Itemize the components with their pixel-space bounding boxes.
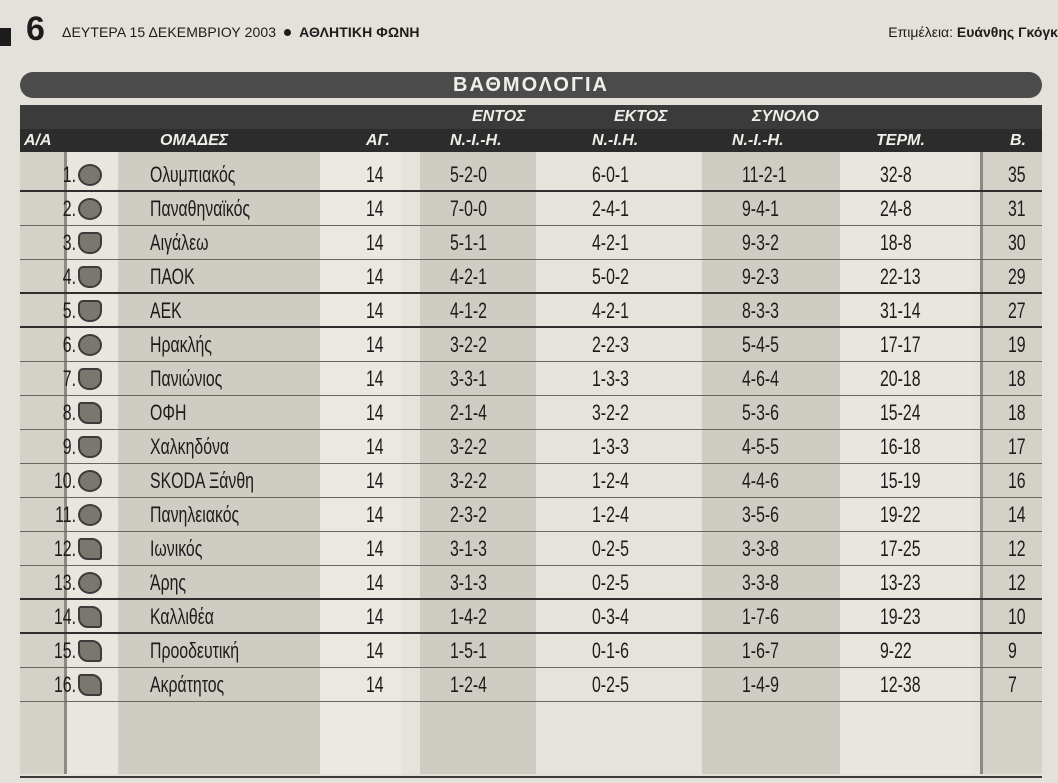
- chalkidona-crest-icon: [78, 436, 102, 458]
- home-record: 2-3-2: [450, 502, 487, 527]
- home-record: 5-2-0: [450, 162, 487, 187]
- team-name: ΟΦΗ: [150, 400, 187, 425]
- proodeftiki-crest-icon: [78, 640, 102, 662]
- rank-cell: 13.: [53, 570, 76, 595]
- goal-difference: 18-8: [880, 230, 912, 255]
- bottom-rule: [20, 776, 1042, 778]
- games-played: 14: [366, 366, 384, 391]
- total-record: 5-4-5: [742, 332, 779, 357]
- total-record: 9-2-3: [742, 264, 779, 289]
- games-played: 14: [366, 264, 384, 289]
- aigaleo-crest-icon: [78, 232, 102, 254]
- points: 7: [1008, 672, 1017, 697]
- rank-cell: 6.: [62, 332, 76, 357]
- kallithea-crest-icon: [78, 606, 102, 628]
- col-header-total: Ν.-Ι.-Η.: [732, 132, 784, 149]
- goal-difference: 9-22: [880, 638, 912, 663]
- games-played: 14: [366, 400, 384, 425]
- away-record: 2-2-3: [592, 332, 629, 357]
- publication-name: ΑΘΛΗΤΙΚΗ ΦΩΝΗ: [299, 24, 420, 40]
- points: 27: [1008, 298, 1026, 323]
- points: 17: [1008, 434, 1026, 459]
- away-record: 2-4-1: [592, 196, 629, 221]
- table-row: [20, 226, 1042, 260]
- home-record: 3-2-2: [450, 468, 487, 493]
- table-row: [20, 396, 1042, 430]
- page-number: 6: [26, 10, 45, 48]
- points: 18: [1008, 366, 1026, 391]
- games-played: 14: [366, 196, 384, 221]
- goal-difference: 12-38: [880, 672, 921, 697]
- goal-difference: 13-23: [880, 570, 921, 595]
- xanthi-crest-icon: [78, 470, 102, 492]
- table-title: ΒΑΘΜΟΛΟΓΙΑ: [20, 72, 1042, 98]
- table-row: [20, 328, 1042, 362]
- away-record: 4-2-1: [592, 230, 629, 255]
- points: 31: [1008, 196, 1026, 221]
- goal-difference: 19-22: [880, 502, 921, 527]
- games-played: 14: [366, 298, 384, 323]
- team-name: Χαλκηδόνα: [150, 434, 230, 459]
- rank-cell: 9.: [62, 434, 76, 459]
- team-name: ΑΕΚ: [150, 298, 182, 323]
- ofi-crest-icon: [78, 402, 102, 424]
- col-header-goals: ΤΕΡΜ.: [876, 132, 925, 149]
- team-name: Ιωνικός: [150, 536, 203, 561]
- table-body: [20, 152, 1042, 774]
- home-record: 1-4-2: [450, 604, 487, 629]
- total-record: 4-4-6: [742, 468, 779, 493]
- publication-line: [62, 24, 420, 40]
- page-header: [0, 0, 1058, 56]
- points: 29: [1008, 264, 1026, 289]
- games-played: 14: [366, 536, 384, 561]
- rank-cell: 14.: [53, 604, 76, 629]
- col-header-rank: Α/Α: [24, 132, 52, 149]
- table-row: [20, 192, 1042, 226]
- total-record: 4-5-5: [742, 434, 779, 459]
- away-record: 0-2-5: [592, 672, 629, 697]
- home-record: 1-5-1: [450, 638, 487, 663]
- points: 35: [1008, 162, 1026, 187]
- table-row: [20, 464, 1042, 498]
- points: 12: [1008, 536, 1026, 561]
- away-record: 0-2-5: [592, 536, 629, 561]
- home-record: 4-1-2: [450, 298, 487, 323]
- table-row: [20, 532, 1042, 566]
- away-record: 1-2-4: [592, 502, 629, 527]
- games-played: 14: [366, 604, 384, 629]
- home-record: 3-3-1: [450, 366, 487, 391]
- points: 10: [1008, 604, 1026, 629]
- team-name: Άρης: [150, 570, 187, 595]
- games-played: 14: [366, 230, 384, 255]
- games-played: 14: [366, 162, 384, 187]
- away-record: 1-3-3: [592, 434, 629, 459]
- total-record: 3-3-8: [742, 536, 779, 561]
- aris-crest-icon: [78, 572, 102, 594]
- away-record: 4-2-1: [592, 298, 629, 323]
- team-name: Ολυμπιακός: [150, 162, 236, 187]
- total-record: 4-6-4: [742, 366, 779, 391]
- rank-cell: 2.: [62, 196, 76, 221]
- home-record: 4-2-1: [450, 264, 487, 289]
- goal-difference: 17-25: [880, 536, 921, 561]
- rank-cell: 16.: [53, 672, 76, 697]
- rank-cell: 12.: [53, 536, 76, 561]
- column-header-row: [20, 129, 1042, 152]
- ionikos-crest-icon: [78, 538, 102, 560]
- games-played: 14: [366, 332, 384, 357]
- away-record: 1-3-3: [592, 366, 629, 391]
- goal-difference: 24-8: [880, 196, 912, 221]
- rank-cell: 5.: [62, 298, 76, 323]
- panathinaikos-crest-icon: [78, 198, 102, 220]
- table-row: [20, 600, 1042, 634]
- group-header-row: [20, 105, 1042, 129]
- home-record: 3-2-2: [450, 434, 487, 459]
- panionios-crest-icon: [78, 368, 102, 390]
- points: 30: [1008, 230, 1026, 255]
- points: 19: [1008, 332, 1026, 357]
- paok-crest-icon: [78, 266, 102, 288]
- rank-cell: 10.: [53, 468, 76, 493]
- team-name: Πανηλειακός: [150, 502, 240, 527]
- goal-difference: 17-17: [880, 332, 921, 357]
- home-record: 7-0-0: [450, 196, 487, 221]
- team-name: Ακράτητος: [150, 672, 225, 697]
- away-record: 3-2-2: [592, 400, 629, 425]
- team-name: Ηρακλής: [150, 332, 212, 357]
- table-row: [20, 430, 1042, 464]
- rank-cell: 7.: [62, 366, 76, 391]
- points: 9: [1008, 638, 1017, 663]
- goal-difference: 31-14: [880, 298, 921, 323]
- total-record: 11-2-1: [742, 162, 787, 187]
- total-record: 9-4-1: [742, 196, 779, 221]
- total-record: 9-3-2: [742, 230, 779, 255]
- team-name: Καλλιθέα: [150, 604, 214, 629]
- rank-cell: 15.: [53, 638, 76, 663]
- home-record: 5-1-1: [450, 230, 487, 255]
- edge-marker: [0, 28, 11, 46]
- team-name: ΠΑΟΚ: [150, 264, 195, 289]
- editor-credit: [888, 24, 1058, 40]
- col-header-games: ΑΓ.: [366, 132, 390, 149]
- editor-name: Ευάνθης Γκόγκ: [956, 24, 1058, 40]
- goal-difference: 32-8: [880, 162, 912, 187]
- goal-difference: 15-24: [880, 400, 921, 425]
- points: 18: [1008, 400, 1026, 425]
- home-record: 3-1-3: [450, 536, 487, 561]
- team-name: Παναθηναϊκός: [150, 196, 251, 221]
- col-header-points: Β.: [1010, 132, 1026, 149]
- home-record: 3-1-3: [450, 570, 487, 595]
- goal-difference: 22-13: [880, 264, 921, 289]
- table-row: [20, 158, 1042, 192]
- col-header-away: Ν.-Ι.Η.: [592, 132, 639, 149]
- home-record: 1-2-4: [450, 672, 487, 697]
- points: 14: [1008, 502, 1026, 527]
- away-record: 1-2-4: [592, 468, 629, 493]
- goal-difference: 19-23: [880, 604, 921, 629]
- games-played: 14: [366, 502, 384, 527]
- table-row: [20, 294, 1042, 328]
- standings-table: [20, 72, 1042, 774]
- total-record: 8-3-3: [742, 298, 779, 323]
- away-record: 0-1-6: [592, 638, 629, 663]
- team-name: Πανιώνιος: [150, 366, 223, 391]
- goal-difference: 15-19: [880, 468, 921, 493]
- rank-cell: 1.: [62, 162, 76, 187]
- rank-cell: 3.: [62, 230, 76, 255]
- rank-cell: 4.: [62, 264, 76, 289]
- games-played: 14: [366, 638, 384, 663]
- goal-difference: 16-18: [880, 434, 921, 459]
- games-played: 14: [366, 672, 384, 697]
- panileiakos-crest-icon: [78, 504, 102, 526]
- home-record: 2-1-4: [450, 400, 487, 425]
- total-record: 3-3-8: [742, 570, 779, 595]
- bullet-icon: [284, 29, 291, 36]
- team-name: SKODA Ξάνθη: [150, 468, 254, 493]
- total-record: 1-4-9: [742, 672, 779, 697]
- points: 12: [1008, 570, 1026, 595]
- games-played: 14: [366, 434, 384, 459]
- goal-difference: 20-18: [880, 366, 921, 391]
- group-header-total: ΣΥΝΟΛΟ: [752, 108, 819, 125]
- total-record: 1-7-6: [742, 604, 779, 629]
- akratitos-crest-icon: [78, 674, 102, 696]
- home-record: 3-2-2: [450, 332, 487, 357]
- col-header-home: Ν.-Ι.-Η.: [450, 132, 502, 149]
- away-record: 6-0-1: [592, 162, 629, 187]
- total-record: 5-3-6: [742, 400, 779, 425]
- total-record: 1-6-7: [742, 638, 779, 663]
- group-header-away: ΕΚΤΟΣ: [614, 108, 668, 125]
- col-header-team: ΟΜΑΔΕΣ: [160, 132, 229, 149]
- team-name: Αιγάλεω: [150, 230, 209, 255]
- olympiakos-crest-icon: [78, 164, 102, 186]
- table-row: [20, 498, 1042, 532]
- group-header-home: ΕΝΤΟΣ: [472, 108, 526, 125]
- iraklis-crest-icon: [78, 334, 102, 356]
- issue-date: ΔΕΥΤΕΡΑ 15 ΔΕΚΕΜΒΡΙΟΥ 2003: [62, 24, 277, 40]
- rank-cell: 11.: [55, 502, 76, 527]
- away-record: 0-3-4: [592, 604, 629, 629]
- games-played: 14: [366, 468, 384, 493]
- away-record: 0-2-5: [592, 570, 629, 595]
- table-row: [20, 668, 1042, 702]
- table-row: [20, 260, 1042, 294]
- points: 16: [1008, 468, 1026, 493]
- away-record: 5-0-2: [592, 264, 629, 289]
- table-row: [20, 362, 1042, 396]
- games-played: 14: [366, 570, 384, 595]
- team-name: Προοδευτική: [150, 638, 240, 663]
- editor-label: Επιμέλεια:: [888, 24, 954, 40]
- rank-cell: 8.: [62, 400, 76, 425]
- table-row: [20, 634, 1042, 668]
- table-row: [20, 566, 1042, 600]
- total-record: 3-5-6: [742, 502, 779, 527]
- aek-crest-icon: [78, 300, 102, 322]
